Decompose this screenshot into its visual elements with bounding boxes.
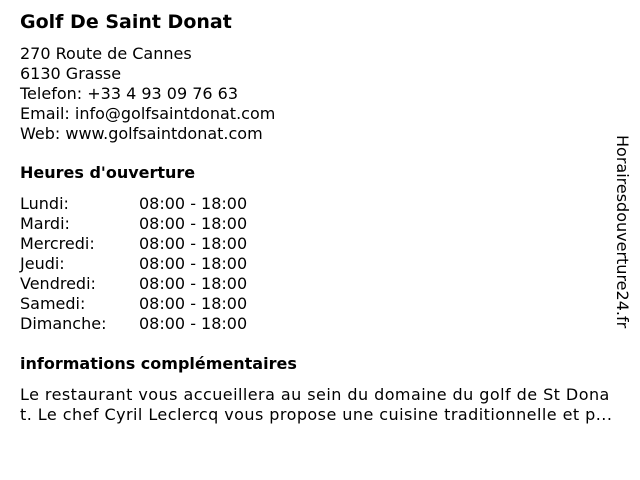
day-label: Jeudi: bbox=[20, 254, 65, 273]
hours-row-friday bbox=[20, 274, 247, 294]
hours-row-tuesday bbox=[20, 214, 247, 234]
time-range: 08:00 - 18:00 bbox=[139, 294, 248, 313]
phone-line: Telefon: +33 4 93 09 76 63 bbox=[20, 84, 239, 103]
hours-row-sunday bbox=[20, 314, 247, 334]
hours-row-saturday bbox=[20, 294, 247, 314]
additional-info-heading: informations complémentaires bbox=[20, 354, 297, 373]
additional-info-text bbox=[20, 385, 630, 425]
time-range: 08:00 - 18:00 bbox=[139, 274, 248, 293]
time-range: 08:00 - 18:00 bbox=[139, 254, 248, 273]
opening-hours-table bbox=[20, 194, 247, 334]
address-block bbox=[20, 44, 275, 144]
email-line: Email: info@golfsaintdonat.com bbox=[20, 104, 276, 123]
opening-hours-heading: Heures d'ouverture bbox=[20, 163, 196, 182]
website-line: Web: www.golfsaintdonat.com bbox=[20, 124, 263, 143]
day-label: Mercredi: bbox=[20, 234, 95, 253]
day-label: Samedi: bbox=[20, 294, 86, 313]
time-range: 08:00 - 18:00 bbox=[139, 234, 248, 253]
info-text-line: Le restaurant vous accueillera au sein du domaine du golf de St Dona bbox=[20, 385, 610, 404]
hours-row-wednesday bbox=[20, 234, 247, 254]
info-text-line: t. Le chef Cyril Leclercq vous propose une cuisine traditionnelle et p... bbox=[20, 405, 613, 424]
street-address: 270 Route de Cannes bbox=[20, 44, 192, 63]
time-range: 08:00 - 18:00 bbox=[139, 214, 248, 233]
day-label: Dimanche: bbox=[20, 314, 107, 333]
day-label: Vendredi: bbox=[20, 274, 96, 293]
day-label: Mardi: bbox=[20, 214, 70, 233]
city-postcode: 6130 Grasse bbox=[20, 64, 122, 83]
hours-row-thursday bbox=[20, 254, 247, 274]
time-range: 08:00 - 18:00 bbox=[139, 314, 248, 333]
day-label: Lundi: bbox=[20, 194, 69, 213]
business-name: Golf De Saint Donat bbox=[20, 11, 232, 33]
time-range: 08:00 - 18:00 bbox=[139, 194, 248, 213]
hours-row-monday bbox=[20, 194, 247, 214]
site-watermark: Horairesdouverture24.fr bbox=[613, 135, 632, 329]
